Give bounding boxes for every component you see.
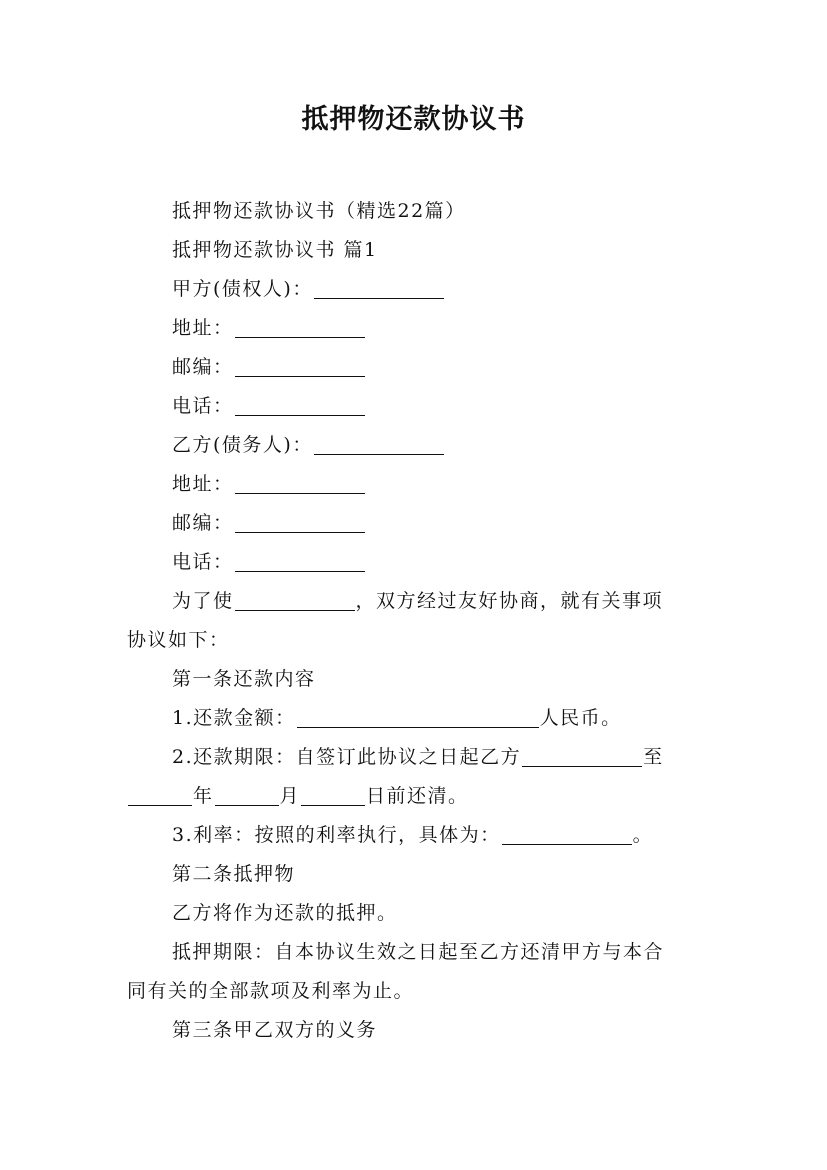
repayment-term-blank xyxy=(522,746,642,767)
document-title: 抵押物还款协议书 xyxy=(301,104,526,135)
interest-rate-end: 。 xyxy=(632,824,654,846)
repayment-amount-line xyxy=(172,705,622,731)
preamble-prefix: 为了使 xyxy=(172,590,234,612)
party-a-address-label: 地址： xyxy=(172,317,234,339)
preamble-line xyxy=(172,588,663,614)
party-a-address-line xyxy=(172,315,366,341)
party-a-line xyxy=(172,276,445,302)
party-b-address-blank xyxy=(235,473,365,494)
repayment-amount-label: 1.还款金额： xyxy=(172,707,296,729)
party-b-blank xyxy=(314,434,444,455)
party-b-phone-line xyxy=(172,549,366,575)
year-label: 年 xyxy=(193,785,214,807)
party-a-phone-blank xyxy=(235,395,365,416)
party-b-phone-label: 电话： xyxy=(172,551,234,573)
mortgage-period-line2: 同有关的全部款项及利率为止。 xyxy=(127,980,415,1002)
year-blank xyxy=(128,785,192,806)
repayment-date-line xyxy=(127,783,469,809)
party-b-line xyxy=(172,432,445,458)
party-a-postcode-line xyxy=(172,354,366,380)
party-b-postcode-line xyxy=(172,510,366,536)
party-a-blank xyxy=(314,278,444,299)
party-b-label: 乙方(债务人)： xyxy=(172,434,313,456)
section-heading: 抵押物还款协议书 篇1 xyxy=(172,239,378,261)
repayment-amount-unit: 人民币。 xyxy=(539,707,622,729)
day-blank xyxy=(301,785,365,806)
repayment-term-line xyxy=(172,744,664,770)
day-suffix: 日前还清。 xyxy=(366,785,469,807)
preamble-blank xyxy=(235,590,355,611)
document-subtitle: 抵押物还款协议书（精选22篇） xyxy=(172,200,466,222)
party-a-phone-line xyxy=(172,393,366,419)
repayment-amount-blank xyxy=(297,707,539,728)
party-a-phone-label: 电话： xyxy=(172,395,234,417)
collateral-line: 乙方将作为还款的抵押。 xyxy=(172,902,398,924)
party-b-address-line xyxy=(172,471,366,497)
interest-rate-blank xyxy=(502,824,632,845)
preamble-suffix: ，双方经过友好协商，就有关事项 xyxy=(355,590,664,612)
party-a-postcode-blank xyxy=(235,356,365,377)
party-a-address-blank xyxy=(235,317,365,338)
party-b-address-label: 地址： xyxy=(172,473,234,495)
month-label: 月 xyxy=(279,785,301,807)
article3-heading: 第三条甲乙双方的义务 xyxy=(172,1019,378,1041)
party-b-phone-blank xyxy=(235,551,365,572)
preamble-continuation: 协议如下： xyxy=(127,629,230,651)
mortgage-period-line1: 抵押期限：自本协议生效之日起至乙方还清甲方与本合 xyxy=(172,941,665,963)
article2-heading: 第二条抵押物 xyxy=(172,863,296,885)
party-a-label: 甲方(债权人)： xyxy=(172,278,313,300)
month-blank xyxy=(215,785,279,806)
repayment-term-label: 2.还款期限：自签订此协议之日起乙方 xyxy=(172,746,522,768)
article1-heading: 第一条还款内容 xyxy=(172,668,316,690)
interest-rate-line xyxy=(172,822,653,848)
party-b-postcode-blank xyxy=(235,512,365,533)
repayment-term-to: 至 xyxy=(643,746,664,768)
party-b-postcode-label: 邮编： xyxy=(172,512,234,534)
party-a-postcode-label: 邮编： xyxy=(172,356,234,378)
interest-rate-label: 3.利率：按照的利率执行，具体为： xyxy=(172,824,501,846)
